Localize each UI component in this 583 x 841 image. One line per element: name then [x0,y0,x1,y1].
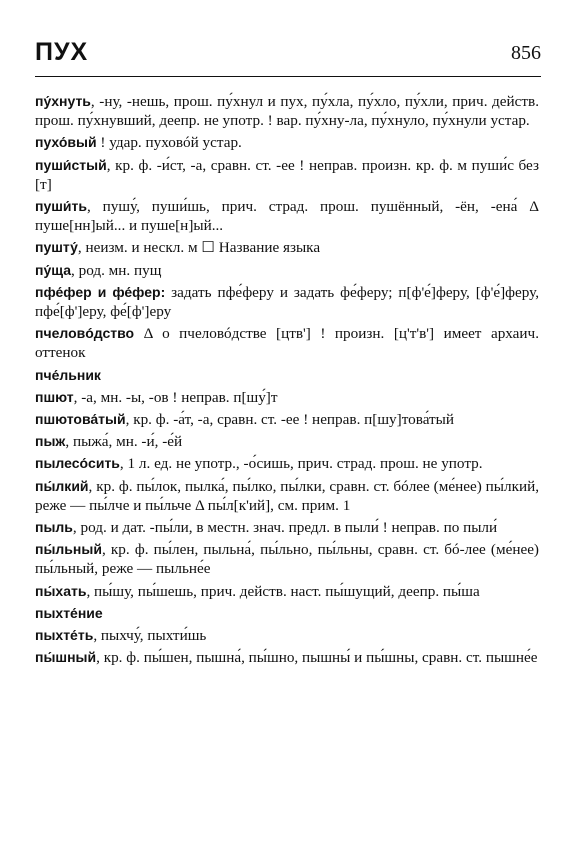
page-header [35,36,541,77]
entry-text: , пыхчу́, пыхти́шь [93,627,207,645]
dictionary-entry [35,283,539,321]
entry-text: задать пфе́феру и задать фе́феру; п[ф'е́]феру, [ф'е́]феру, пфе́[ф']еру, фе́[ф']еру [35,283,540,321]
entry-text: , род. мн. пущ [71,261,162,279]
entry-headword: пшют [35,388,74,405]
entry-headword: пу́хнуть [35,93,91,109]
entry-text: , -а, мн. -ы, -ов ! неправ. п[шу́]т [73,388,278,406]
entry-text: , кр. ф. пы́лок, пылка́, пы́лко, пы́лки, сравн. ст. бóлее (ме́нее) пы́лкий, реже — пы́лче и пы́льче Δ пы́л[к'ий], см. прим. 1 [35,477,539,514]
entry-text: ! удар. пуховóй устар. [96,134,242,152]
entry-text: Δ о пчеловóдстве [цтв'] ! произн. [ц'т'в'] имеет архаич. оттенок [35,325,539,362]
entry-headword: пыхте́ние [35,604,103,621]
dictionary-entries [35,92,539,670]
entry-text: , кр. ф. пы́лен, пыльна́, пы́льно, пы́льны, сравн. ст. бó-лее (ме́нее) пы́льный, реже — пыльне́е [35,541,539,578]
entry-headword: пыхте́ть [35,627,94,644]
dictionary-entry [35,388,539,407]
entry-headword: пчеловóдство [35,325,135,342]
dictionary-entry [35,626,539,645]
entry-text: , неизм. и нескл. м ☐ Название языка [77,239,321,257]
dictionary-entry [35,366,539,385]
dictionary-entry [35,156,539,194]
entry-headword: пче́льник [35,366,101,383]
entry-headword: пы́шный [35,649,97,666]
dictionary-entry [35,540,539,578]
entry-text: , пы́шу, пы́шешь, прич. действ. наст. пы́шущий, деепр. пы́ша [86,582,480,600]
dictionary-entry [35,432,539,451]
dictionary-entry [35,604,539,623]
entry-headword: пухо́вый [35,134,97,151]
entry-headword: пыж [35,433,66,450]
page-number: 856 [511,42,541,64]
entry-text: , пыжа́, мн. -и́, -е́й [65,433,183,451]
dictionary-entry [35,410,539,429]
dictionary-entry [35,238,539,257]
entry-text: , кр. ф. -и́ст, -а, сравн. ст. -ее ! неправ. произн. кр. ф. м пуши́с без [т] [35,156,539,193]
dictionary-entry [35,518,539,537]
dictionary-entry [35,92,539,130]
dictionary-entry [35,324,539,362]
dictionary-entry [35,477,539,515]
entry-text: , пушу́, пуши́шь, прич. страд. прош. пушённый, -ён, -ена́ Δ пуше[нн]ый... и пуше[н]ый... [35,198,539,235]
entry-headword: пшютова́тый [35,411,126,428]
entry-headword: пы́льный [35,541,102,558]
running-head: ПУХ [35,38,89,66]
entry-headword: пу́ща [35,261,72,278]
entry-text: , -ну, -нешь, прош. пу́хнул и пух, пу́хла, пу́хло, пу́хли, прич. действ. прош. пу́хнувший, деепр. не употр. ! вар. пу́хну-ла, пу́хнуло, пу́хнули устар. [35,93,539,130]
entry-headword: пыль [35,519,73,536]
entry-headword: пуши́стый [35,156,107,173]
dictionary-entry [35,454,539,473]
entry-headword: пы́лкий [35,477,89,494]
dictionary-entry [35,197,539,235]
dictionary-entry [35,582,539,601]
entry-text: , 1 л. ед. не употр., -о́сишь, прич. страд. прош. не употр. [119,455,483,473]
dictionary-entry [35,261,539,280]
dictionary-entry [35,133,539,152]
entry-headword: пуши́ть [35,198,87,215]
entry-headword: пушту́ [35,239,78,256]
entry-headword: пы́хать [35,582,87,599]
entry-headword: пфе́фер и фе́фер: [35,283,166,300]
entry-text: , род. и дат. -пы́ли, в местн. знач. предл. в пыли́ ! неправ. по пыли́ [72,519,498,537]
dictionary-entry [35,648,539,667]
entry-headword: пылесо́сить [35,455,120,472]
entry-text: , кр. ф. пы́шен, пышна́, пы́шно, пышны́ и пы́шны, сравн. ст. пышне́е [96,649,538,667]
entry-text: , кр. ф. -а́т, -а, сравн. ст. -ее ! неправ. п[шу]това́тый [125,411,455,429]
